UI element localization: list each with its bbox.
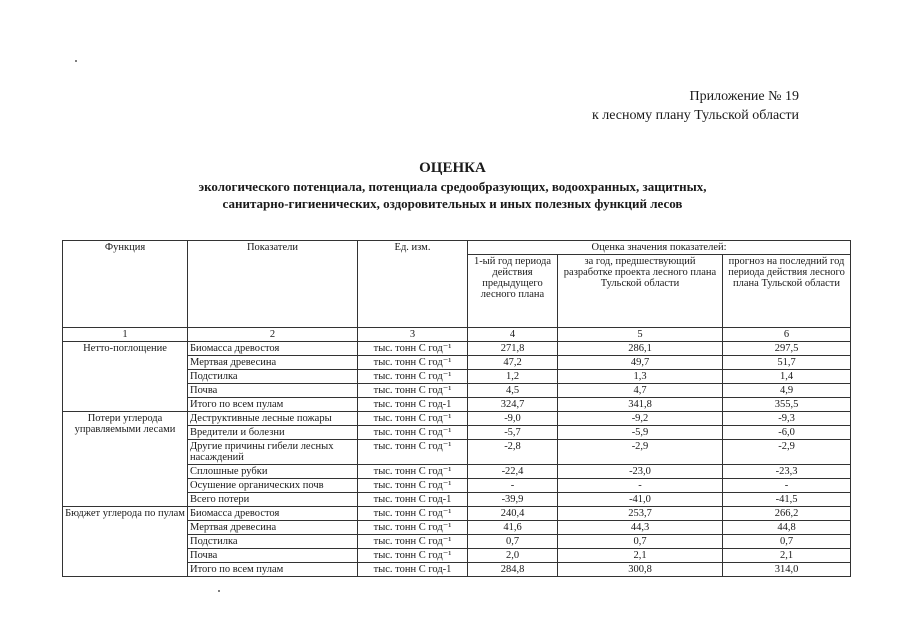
value-col-5: 44,3 [558,521,723,535]
evaluation-table [62,240,851,577]
value-col-6: 4,9 [723,384,851,398]
function-cell: Потери углерода управляемыми лесами [63,412,188,507]
unit-cell: тыс. тонн С год⁻¹ [358,549,468,563]
indicator-cell: Мертвая древесина [188,356,358,370]
table-row [63,342,851,356]
header-function: Функция [63,241,188,328]
value-col-5: 341,8 [558,398,723,412]
column-number: 2 [188,328,358,342]
indicator-cell: Всего потери [188,493,358,507]
value-col-5: -9,2 [558,412,723,426]
scan-speck [218,590,220,592]
indicator-cell: Итого по всем пулам [188,563,358,577]
indicator-cell: Подстилка [188,535,358,549]
indicator-cell: Почва [188,384,358,398]
indicator-cell: Итого по всем пулам [188,398,358,412]
value-col-5: 4,7 [558,384,723,398]
unit-cell: тыс. тонн С год⁻¹ [358,412,468,426]
value-col-4: -9,0 [468,412,558,426]
value-col-4: -5,7 [468,426,558,440]
value-col-5: 286,1 [558,342,723,356]
value-col-4: 0,7 [468,535,558,549]
indicator-cell: Вредители и болезни [188,426,358,440]
unit-cell: тыс. тонн С год⁻¹ [358,465,468,479]
indicator-cell: Биомасса древостоя [188,342,358,356]
value-col-6: 0,7 [723,535,851,549]
value-col-6: 44,8 [723,521,851,535]
value-col-4: 41,6 [468,521,558,535]
unit-cell: тыс. тонн С год⁻¹ [358,384,468,398]
value-col-4: 1,2 [468,370,558,384]
indicator-cell: Биомасса древостоя [188,507,358,521]
function-cell: Нетто-поглощение [63,342,188,412]
unit-cell: тыс. тонн С год⁻¹ [358,356,468,370]
indicator-cell: Сплошные рубки [188,465,358,479]
value-col-5: -23,0 [558,465,723,479]
value-col-6: - [723,479,851,493]
value-col-4: 2,0 [468,549,558,563]
value-col-4: -22,4 [468,465,558,479]
table-row [63,412,851,426]
indicator-cell: Почва [188,549,358,563]
value-col-4: -39,9 [468,493,558,507]
value-col-4: 271,8 [468,342,558,356]
value-col-5: 253,7 [558,507,723,521]
value-col-6: 297,5 [723,342,851,356]
header-evaluation-group: Оценка значения показателей: [468,241,851,255]
value-col-6: -2,9 [723,440,851,465]
value-col-5: 300,8 [558,563,723,577]
document-subtitle-line-1: экологического потенциала, потенциала средообразующих, водоохранных, защитных, [198,179,707,194]
value-col-5: 0,7 [558,535,723,549]
column-number: 4 [468,328,558,342]
unit-cell: тыс. тонн С год⁻¹ [358,342,468,356]
unit-cell: тыс. тонн С год⁻¹ [358,426,468,440]
value-col-4: 324,7 [468,398,558,412]
value-col-6: 355,5 [723,398,851,412]
scan-speck [75,60,77,62]
value-col-5: 1,3 [558,370,723,384]
value-col-6: 51,7 [723,356,851,370]
unit-cell: тыс. тонн С год⁻¹ [358,535,468,549]
value-col-5: -5,9 [558,426,723,440]
appendix-number: Приложение № 19 [689,89,799,104]
value-col-5: -41,0 [558,493,723,507]
header-row-top [63,241,851,255]
header-col-6: прогноз на последний год периода действия лесного плана Тульской области [723,255,851,328]
value-col-4: 240,4 [468,507,558,521]
value-col-6: -9,3 [723,412,851,426]
value-col-4: 47,2 [468,356,558,370]
document-subtitle-line-2: санитарно-гигиенических, оздоровительных и иных полезных функций лесов [222,196,683,211]
unit-cell: тыс. тонн С год⁻¹ [358,521,468,535]
indicator-cell: Другие причины гибели лесных насаждений [188,440,358,465]
indicator-cell: Подстилка [188,370,358,384]
unit-cell: тыс. тонн С год⁻¹ [358,370,468,384]
value-col-5: 2,1 [558,549,723,563]
value-col-6: 2,1 [723,549,851,563]
value-col-5: - [558,479,723,493]
value-col-4: - [468,479,558,493]
document-title: ОЦЕНКА [419,160,486,176]
value-col-6: 314,0 [723,563,851,577]
value-col-4: 4,5 [468,384,558,398]
indicator-cell: Деструктивные лесные пожары [188,412,358,426]
unit-cell: тыс. тонн С год-1 [358,493,468,507]
unit-cell: тыс. тонн С год⁻¹ [358,507,468,521]
value-col-5: 49,7 [558,356,723,370]
value-col-5: -2,9 [558,440,723,465]
value-col-4: -2,8 [468,440,558,465]
unit-cell: тыс. тонн С год⁻¹ [358,440,468,465]
value-col-6: 1,4 [723,370,851,384]
value-col-6: 266,2 [723,507,851,521]
header-col-5: за год, предшествующий разработке проекта лесного плана Тульской области [558,255,723,328]
value-col-4: 284,8 [468,563,558,577]
value-col-6: -23,3 [723,465,851,479]
unit-cell: тыс. тонн С год⁻¹ [358,479,468,493]
table-row [63,507,851,521]
value-col-6: -41,5 [723,493,851,507]
header-indicators: Показатели [188,241,358,328]
indicator-cell: Мертвая древесина [188,521,358,535]
unit-cell: тыс. тонн С год-1 [358,563,468,577]
value-col-6: -6,0 [723,426,851,440]
column-number: 6 [723,328,851,342]
header-col-4: 1-ый год периода действия предыдущего лесного плана [468,255,558,328]
column-number: 5 [558,328,723,342]
column-number-row [63,328,851,342]
unit-cell: тыс. тонн С год-1 [358,398,468,412]
column-number: 1 [63,328,188,342]
indicator-cell: Осушение органических почв [188,479,358,493]
header-unit: Ед. изм. [358,241,468,328]
column-number: 3 [358,328,468,342]
appendix-reference: к лесному плану Тульской области [591,108,799,123]
function-cell: Бюджет углерода по пулам [63,507,188,577]
